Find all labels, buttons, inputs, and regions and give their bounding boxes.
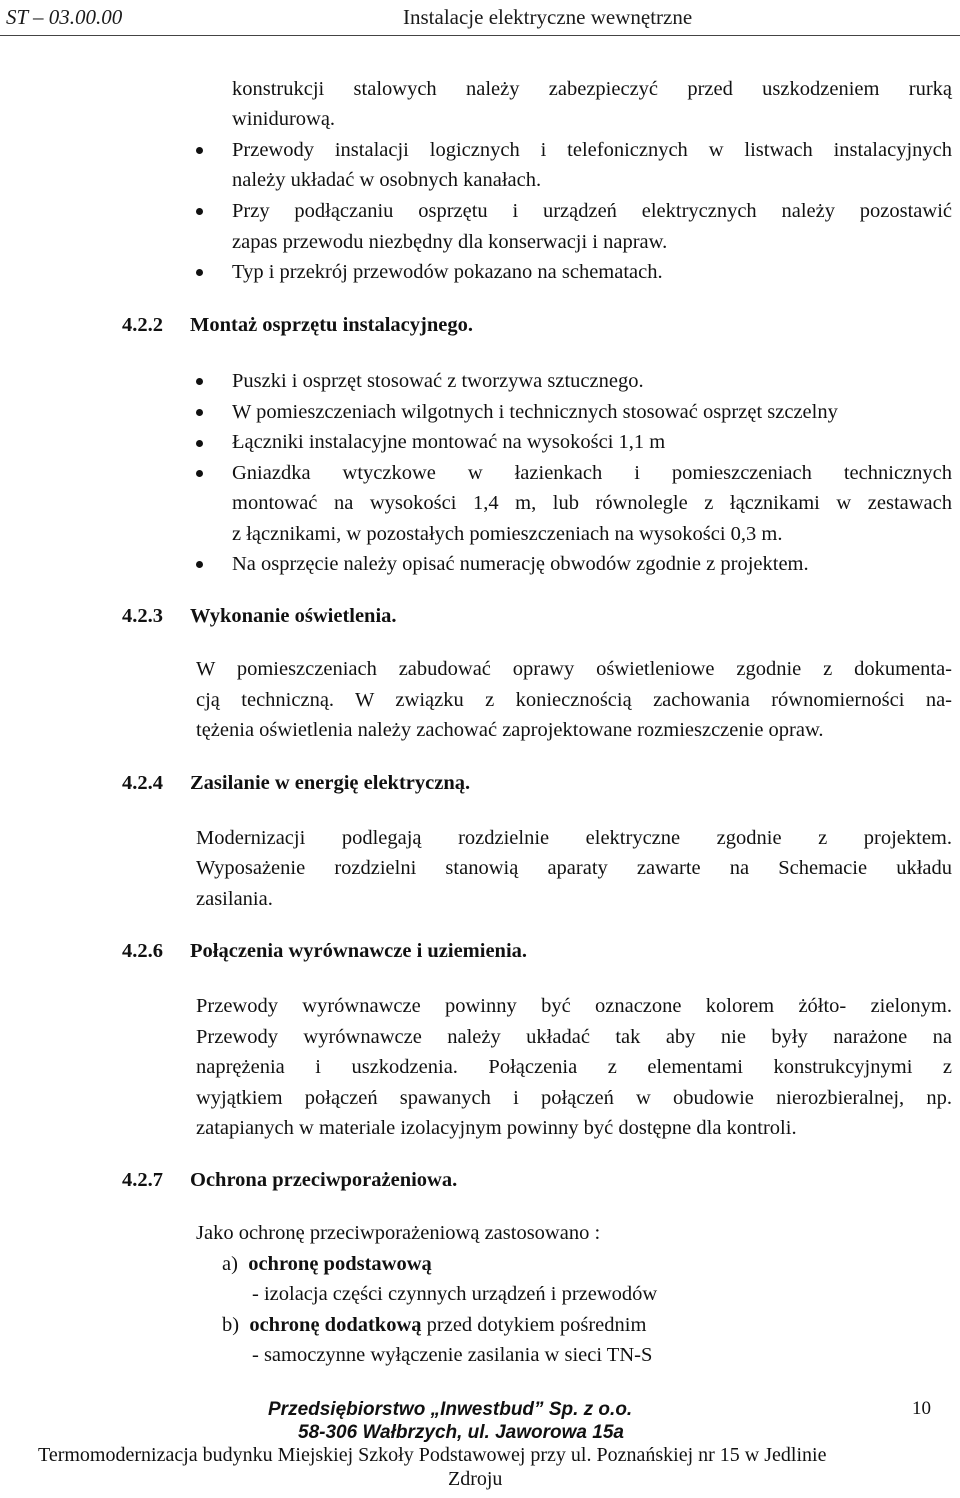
- paragraph-line: Jako ochronę przeciwporażeniową zastosowano :: [196, 1222, 601, 1244]
- paragraph-line: Przewody wyrównawcze należy układać tak aby nie były narażone na: [196, 1026, 952, 1048]
- document-code: ST – 03.00.00: [6, 5, 123, 29]
- list-item-line: Puszki i osprzęt stosować z tworzywa sztucznego.: [232, 370, 644, 392]
- list-continuation-line: konstrukcji stalowych należy zabezpieczyć przed uszkodzeniem rurką: [232, 78, 952, 100]
- paragraph-line: wyjątkiem połączeń spawanych i połączeń w obudowie nierozbieralnej, np.: [196, 1087, 952, 1109]
- section-number: 4.2.4: [122, 772, 163, 794]
- bullet-icon: [196, 208, 203, 215]
- paragraph-line: zasilania.: [196, 888, 273, 910]
- bullet-icon: [196, 378, 203, 385]
- list-item-b: [222, 1310, 646, 1341]
- section-heading: [122, 1169, 457, 1192]
- section-heading: [122, 314, 473, 337]
- list-marker: a): [222, 1253, 238, 1275]
- paragraph-line: Wyposażenie rozdzielni stanowią aparaty zawarte na Schemacie układu: [196, 857, 952, 879]
- list-marker: b): [222, 1314, 240, 1336]
- page-number: 10: [912, 1398, 931, 1419]
- list-continuation-line: winidurową.: [232, 108, 336, 130]
- list-item-line: z łącznikami, w pozostałych pomieszczeniach na wysokości 0,3 m.: [232, 523, 783, 545]
- list-item-bold: ochronę dodatkową: [249, 1314, 422, 1336]
- list-item-detail: - samoczynne wyłączenie zasilania w sieci TN-S: [252, 1344, 653, 1366]
- list-item-line: Przewody instalacji logicznych i telefonicznych w listwach instalacyjnych: [232, 139, 952, 161]
- section-heading: [122, 940, 527, 963]
- paragraph-line: zatapianych w materiale izolacyjnym powinny być dostępne dla kontroli.: [196, 1117, 797, 1139]
- section-number: 4.2.7: [122, 1169, 163, 1191]
- list-item-bold: ochronę podstawową: [248, 1253, 432, 1275]
- section-title: Zasilanie w energię elektryczną.: [190, 772, 471, 794]
- document-title: Instalacje elektryczne wewnętrzne: [403, 5, 693, 29]
- section-heading: [122, 772, 470, 795]
- section-number: 4.2.2: [122, 314, 163, 336]
- bullet-icon: [196, 470, 203, 477]
- list-item-detail: - izolacja części czynnych urządzeń i przewodów: [252, 1283, 658, 1305]
- bullet-icon: [196, 409, 203, 416]
- list-item-line: należy układać w osobnych kanałach.: [232, 169, 542, 191]
- bullet-icon: [196, 269, 203, 276]
- section-title: Połączenia wyrównawcze i uziemienia.: [190, 940, 528, 962]
- section-title: Montaż osprzętu instalacyjnego.: [190, 314, 473, 336]
- list-item-line: Łączniki instalacyjne montować na wysokości 1,1 m: [232, 431, 666, 453]
- section-title: Ochrona przeciwporażeniowa.: [190, 1169, 458, 1191]
- paragraph-line: tężenia oświetlenia należy zachować zaprojektowane rozmieszczenie opraw.: [196, 719, 824, 741]
- footer-project-line: Termomodernizacja budynku Miejskiej Szkoły Podstawowej przy ul. Poznańskiej nr 15 w Jedlinie: [38, 1444, 827, 1466]
- paragraph-line: W pomieszczeniach zabudować oprawy oświetleniowe zgodnie z dokumenta-: [196, 658, 952, 680]
- section-number: 4.2.6: [122, 940, 163, 962]
- section-number: 4.2.3: [122, 605, 163, 627]
- footer-project-line: Zdroju: [448, 1468, 503, 1490]
- section-title: Wykonanie oświetlenia.: [190, 605, 397, 627]
- section-heading: [122, 605, 397, 628]
- list-item-text: przed dotykiem pośrednim: [421, 1314, 647, 1336]
- list-item-line: montować na wysokości 1,4 m, lub równolegle z łącznikami w zestawach: [232, 492, 952, 514]
- footer-company: Przedsiębiorstwo „Inwestbud” Sp. z o.o.: [268, 1399, 633, 1420]
- bullet-icon: [196, 440, 203, 447]
- list-item-line: Gniazdka wtyczkowe w łazienkach i pomieszczeniach technicznych: [232, 462, 952, 484]
- bullet-icon: [196, 561, 203, 568]
- list-item-line: zapas przewodu niezbędny dla konserwacji i napraw.: [232, 231, 668, 253]
- list-item-line: Przy podłączaniu osprzętu i urządzeń elektrycznych należy pozostawić: [232, 200, 952, 222]
- list-item-line: Na osprzęcie należy opisać numerację obwodów zgodnie z projektem.: [232, 553, 809, 575]
- header-rule: [0, 35, 960, 36]
- footer-address: 58-306 Wałbrzych, ul. Jaworowa 15a: [298, 1422, 624, 1443]
- paragraph-line: Modernizacji podlegają rozdzielnie elektryczne zgodnie z projektem.: [196, 827, 952, 849]
- paragraph-line: naprężenia i uszkodzenia. Połączenia z elementami konstrukcyjnymi z: [196, 1056, 952, 1078]
- paragraph-line: cją techniczną. W związku z koniecznością zachowania równomierności na-: [196, 689, 952, 711]
- list-item-a: [222, 1249, 432, 1280]
- list-item-line: W pomieszczeniach wilgotnych i technicznych stosować osprzęt szczelny: [232, 401, 838, 423]
- paragraph-line: Przewody wyrównawcze powinny być oznaczone kolorem żółto- zielonym.: [196, 995, 952, 1017]
- list-item-line: Typ i przekrój przewodów pokazano na schematach.: [232, 261, 663, 283]
- bullet-icon: [196, 147, 203, 154]
